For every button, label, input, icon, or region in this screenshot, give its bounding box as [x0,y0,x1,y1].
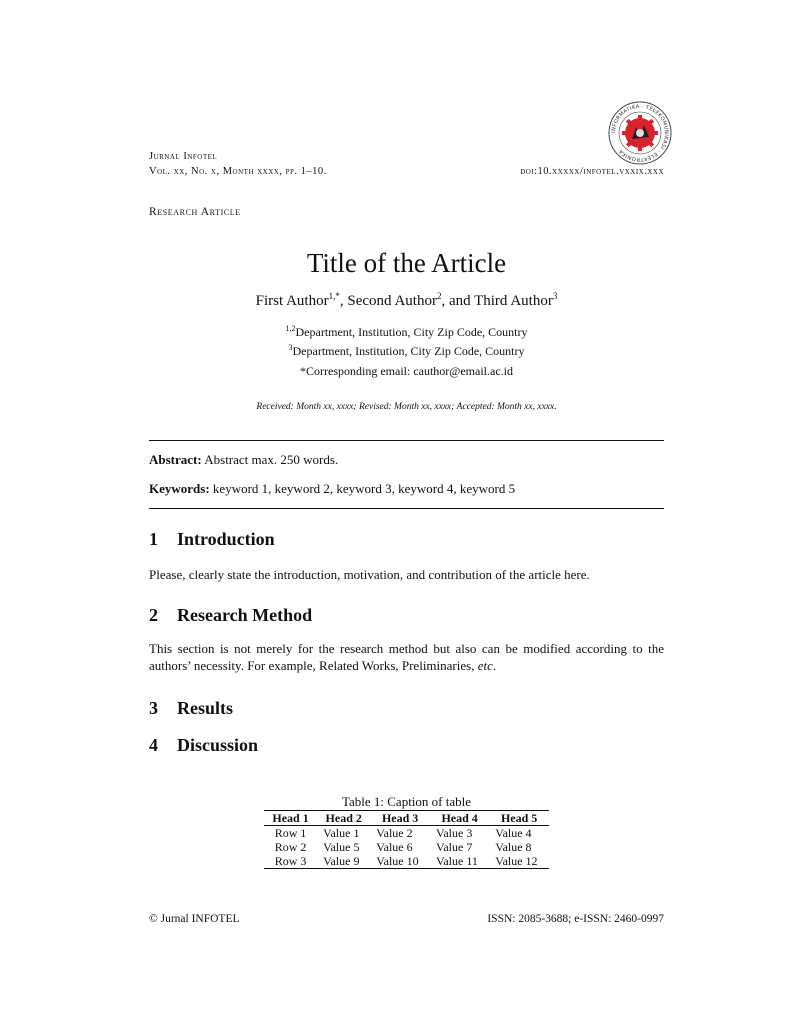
table-cell: Value 7 [436,840,473,854]
table-caption: Table 1: Caption of table [341,794,472,809]
section-heading-introduction [149,529,275,550]
table-cell: Value 4 [495,826,532,840]
affiliation-line [149,321,664,340]
article-type: Research Article [149,206,241,218]
author-name: Third Author [474,293,553,309]
table-cell: Value 8 [495,840,532,854]
section-number: 2 [149,605,158,625]
table-cell: Value 5 [323,840,360,854]
author-list [149,291,664,310]
author-separator: , and [441,293,475,309]
section-number: 1 [149,529,158,549]
section-title: Research Method [177,605,313,625]
section-title: Discussion [177,735,259,755]
section-title: Results [177,698,234,718]
journal-volume: Vol. xx, No. x, Month xxxx, pp. 1–10. [149,166,327,177]
table-cell: Value 3 [436,826,473,840]
article-title: Title of the Article [306,248,507,278]
affiliation-text: Department, Institution, City Zip Code, Country [295,325,528,339]
table-row [264,826,549,841]
gear-icon [622,115,658,151]
table-cell: Value 6 [376,840,413,854]
introduction-text: Please, clearly state the introduction, motivation, and contribution of the article here. [149,567,590,582]
article-page [149,0,670,1028]
table-cell: Row 3 [274,854,307,868]
section-title: Introduction [177,529,275,549]
journal-header [149,149,664,179]
table-header-cell: Head 3 [381,811,419,825]
keywords [149,481,515,497]
table-1 [264,794,549,869]
table-cell: Row 1 [274,826,307,840]
author-sup: 1,* [328,291,340,301]
footer-issn: ISSN: 2085-3688; e-ISSN: 2460-0997 [487,913,664,925]
keywords-text: keyword 1, keyword 2, keyword 3, keyword 4, keyword 5 [209,481,516,496]
journal-name: Jurnal Infotel [149,151,218,162]
abstract-text: Abstract max. 250 words. [201,452,339,467]
table-row [264,840,549,854]
table-cell: Value 1 [323,826,360,840]
section-number: 4 [149,735,158,755]
author-name: First Author [255,293,329,309]
table-cell: Value 12 [495,854,538,868]
research-method-text-main: This section is not merely for the research method but also can be modified according to the authors’ necessity. For example, Related Works, Preliminaries, [149,641,664,673]
table-cell: Value 2 [376,826,413,840]
table-header-cell: Head 2 [325,811,362,825]
abstract-bottom-rule [149,508,664,509]
author-separator: , [339,293,348,309]
author-sup: 3 [552,291,558,301]
logo-ring-text: INFORMATIKA · TELEKOMUNIKASI · ELEKTRONIKA [610,103,670,163]
table-header-cell: Head 4 [441,811,478,825]
article-dates: Received: Month xx, xxxx; Revised: Month xx, xxxx; Accepted: Month xx, xxxx. [256,402,557,412]
corresponding-email: *Corresponding email: cauthor@email.ac.id [300,364,513,378]
keywords-label: Keywords: [149,481,210,496]
section-number: 3 [149,698,158,718]
section-heading-research-method [149,605,312,626]
affiliation-sup: 3 [288,343,293,352]
author-name: Second Author [347,293,437,309]
affiliation-sup: 1,2 [285,324,296,333]
table-cell: Value 9 [323,854,360,868]
table-cell: Row 2 [274,840,307,854]
page-footer [149,913,664,925]
section-heading-results [149,698,233,719]
table-header-cell: Head 1 [272,811,309,825]
table-header-cell: Head 5 [500,811,538,825]
data-table [264,810,549,869]
affiliation-line [149,340,664,359]
table-header-row [264,811,549,826]
research-method-text [149,640,664,674]
footer-copyright: © Jurnal INFOTEL [149,913,240,925]
abstract [149,452,338,468]
abstract-top-rule [149,440,664,441]
table-row [264,854,549,869]
affiliation-text: Department, Institution, City Zip Code, Country [292,344,525,358]
affiliations [149,321,664,359]
section-heading-discussion [149,735,258,756]
table-cell: Value 10 [376,854,419,868]
table-cell: Value 11 [436,854,478,868]
abstract-label: Abstract: [149,452,202,467]
journal-doi[interactable]: doi:10.xxxxx/infotel.vxxix.xxx [520,166,664,177]
research-method-text-em: etc [477,658,493,673]
research-method-text-end: . [492,658,497,673]
author-sup: 2 [436,291,442,301]
